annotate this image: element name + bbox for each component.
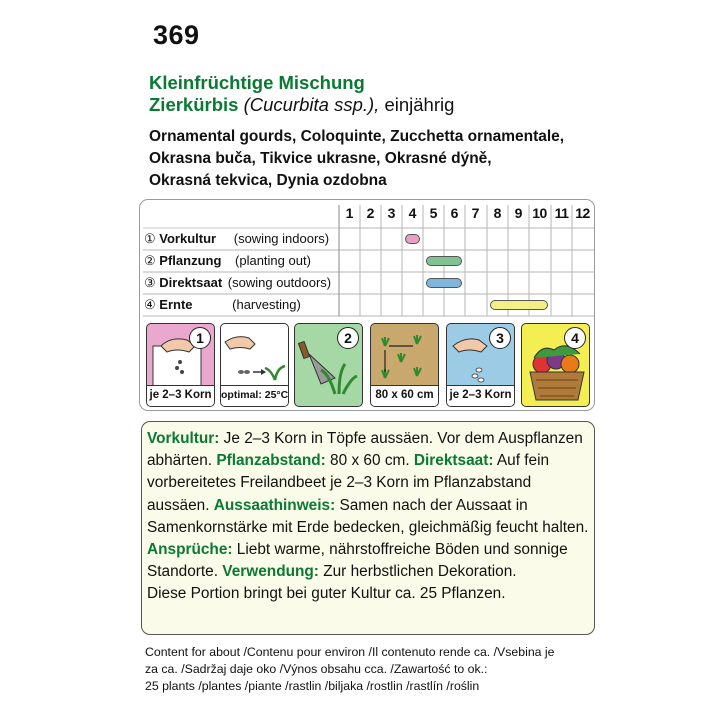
- direktsaat-heading: Direktsaat:: [413, 452, 494, 470]
- variety-number: 369: [153, 20, 200, 50]
- seed-content-info: [145, 644, 554, 695]
- verwendung-text: Zur herbstlichen Dekoration.: [318, 563, 517, 581]
- month-7: 7: [471, 205, 480, 221]
- content-line-2: za ca. /Sadržaj daje oko /Výnos obsahu cca. /Zawartość to ok.:: [145, 662, 488, 676]
- ansprueche-heading: Ansprüche:: [147, 541, 233, 559]
- step-badge: 3: [489, 327, 511, 349]
- calendar-row-ernte: [144, 297, 301, 313]
- germination-icon: [221, 324, 289, 388]
- calendar-bar-direktsaat: [426, 278, 462, 288]
- month-2: 2: [366, 205, 375, 221]
- row-label: Vorkultur: [159, 231, 217, 246]
- calendar-bar-pflanzung: [426, 256, 462, 266]
- month-3: 3: [387, 205, 396, 221]
- row-translation: (sowing indoors): [233, 231, 330, 246]
- aussaathinweis-text: Samen nach der Aussaat in Samenkornstärke mit Erde bedecken, gleichmäßig feucht halten.: [147, 496, 589, 536]
- content-line-1: Content for about /Contenu pour environ /Il contenuto rende ca. /Vsebina je: [145, 645, 555, 659]
- direktsaat-text: Auf fein vorbereitetes Freilandbeet je 2–3 Korn im Pflanzabstand aussäen.: [147, 452, 550, 514]
- pictogram-caption: je 2–3 Korn: [447, 385, 514, 406]
- common-names-line-3: Okrasná tekvica, Dynia ozdobna: [149, 172, 387, 189]
- row-label: Pflanzung: [159, 253, 222, 268]
- pictogram-sowing-pots: [146, 323, 215, 407]
- pictogram-caption: je 2–3 Korn: [147, 385, 214, 406]
- content-line-3: 25 plants /plantes /piante /rastlin /biljaka /rostlin /rastlín /roślin: [145, 679, 480, 693]
- duration: einjährig: [384, 94, 455, 115]
- calendar-bar-vorkultur: [405, 234, 420, 244]
- vorkultur-heading: Vorkultur:: [147, 430, 220, 447]
- row-label: Direktsaat: [159, 275, 223, 290]
- row-label: Ernte: [159, 297, 193, 312]
- pictogram-germination: [220, 323, 289, 407]
- pflanzabstand-text: 80 x 60 cm.: [325, 452, 414, 470]
- row-marker: ④: [144, 297, 156, 312]
- calendar-row-direktsaat: [144, 275, 331, 291]
- pictogram-spacing: [370, 323, 439, 407]
- pictogram-harvest: [521, 323, 590, 407]
- calendar-row-vorkultur: [144, 231, 329, 247]
- month-4: 4: [408, 205, 417, 221]
- row-marker: ①: [144, 231, 156, 246]
- pflanzabstand-heading: Pflanzabstand:: [216, 452, 326, 470]
- verwendung-heading: Verwendung:: [222, 563, 319, 581]
- pictogram-caption: 80 x 60 cm: [371, 385, 438, 406]
- row-marker: ②: [144, 253, 156, 268]
- row-translation: (sowing outdoors): [227, 275, 332, 290]
- common-names-line-1: Ornamental gourds, Coloquinte, Zucchetta ornamentale,: [149, 128, 565, 145]
- row-translation: (planting out): [235, 253, 311, 268]
- month-5: 5: [429, 205, 438, 221]
- calendar-row-pflanzung: [144, 253, 311, 269]
- month-12: 12: [575, 205, 590, 221]
- portion-text: Diese Portion bringt bei guter Kultur ca. 25 Pflanzen.: [147, 585, 506, 603]
- genus-name: Zierkürbis: [149, 94, 239, 115]
- month-11: 11: [554, 205, 569, 221]
- pictogram-direct-sowing: [446, 323, 515, 407]
- step-badge: 2: [337, 327, 359, 349]
- common-names-line-2: Okrasna buča, Tikvice ukrasne, Okrasné dýně,: [149, 150, 492, 167]
- vorkultur-text: Je 2–3 Korn in Töpfe aussäen. Vor dem Auspflanzen abhärten.: [147, 430, 583, 470]
- row-translation: (harvesting): [232, 297, 301, 312]
- month-9: 9: [514, 205, 523, 221]
- pictogram-caption: optimal: 25°C: [221, 385, 288, 406]
- step-badge: 1: [189, 327, 211, 349]
- latin-name: (Cucurbita ssp.),: [243, 94, 380, 115]
- month-1: 1: [345, 205, 354, 221]
- step-badge: 4: [564, 327, 586, 349]
- month-8: 8: [493, 205, 502, 221]
- variety-name: Kleinfrüchtige Mischung: [149, 72, 365, 93]
- plant-spacing-icon: [371, 324, 439, 388]
- aussaathinweis-heading: Aussaathinweis:: [213, 496, 336, 514]
- month-6: 6: [450, 205, 459, 221]
- ansprueche-text: Liebt warme, nährstoffreiche Böden und sonnige Standorte.: [147, 541, 568, 581]
- instructions-text: [147, 428, 593, 606]
- calendar-bar-ernte: [490, 300, 548, 310]
- row-marker: ③: [144, 275, 156, 290]
- pictogram-planting: [294, 323, 363, 407]
- month-10: 10: [532, 205, 547, 221]
